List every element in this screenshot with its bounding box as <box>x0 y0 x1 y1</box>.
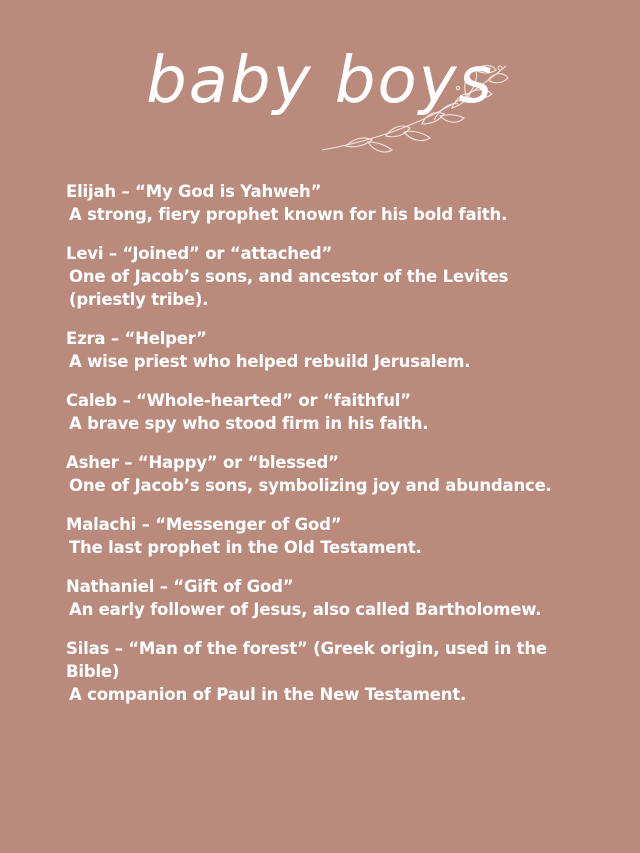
name-list <box>66 180 586 722</box>
list-item-ezra <box>66 327 586 373</box>
entry-description: The last prophet in the Old Testament. <box>69 538 422 557</box>
list-item-caleb <box>66 389 586 435</box>
entry-heading: Ezra – “Helper” <box>66 329 207 348</box>
entry-description: One of Jacob’s sons, and ancestor of the Levites (priestly tribe). <box>69 267 509 309</box>
list-item-elijah <box>66 180 586 226</box>
entry-description: An early follower of Jesus, also called Bartholomew. <box>69 600 542 619</box>
page-title: baby boys <box>146 44 494 118</box>
entry-description: A brave spy who stood firm in his faith. <box>69 414 429 433</box>
entry-heading: Malachi – “Messenger of God” <box>66 515 342 534</box>
list-item-silas <box>66 637 586 706</box>
entry-heading: Elijah – “My God is Yahweh” <box>66 182 322 201</box>
entry-heading: Levi – “Joined” or “attached” <box>66 244 333 263</box>
list-item-levi <box>66 242 586 311</box>
entry-description: A companion of Paul in the New Testament. <box>69 685 467 704</box>
list-item-nathaniel <box>66 575 586 621</box>
list-item-malachi <box>66 513 586 559</box>
entry-description: A wise priest who helped rebuild Jerusalem. <box>69 352 471 371</box>
entry-description: A strong, fiery prophet known for his bold faith. <box>69 205 508 224</box>
entry-description: One of Jacob’s sons, symbolizing joy and abundance. <box>69 476 552 495</box>
entry-heading: Silas – “Man of the forest” (Greek origin, used in the Bible) <box>66 639 547 681</box>
header <box>0 40 640 160</box>
entry-heading: Nathaniel – “Gift of God” <box>66 577 294 596</box>
list-item-asher <box>66 451 586 497</box>
entry-heading: Asher – “Happy” or “blessed” <box>66 453 339 472</box>
entry-heading: Caleb – “Whole-hearted” or “faithful” <box>66 391 411 410</box>
